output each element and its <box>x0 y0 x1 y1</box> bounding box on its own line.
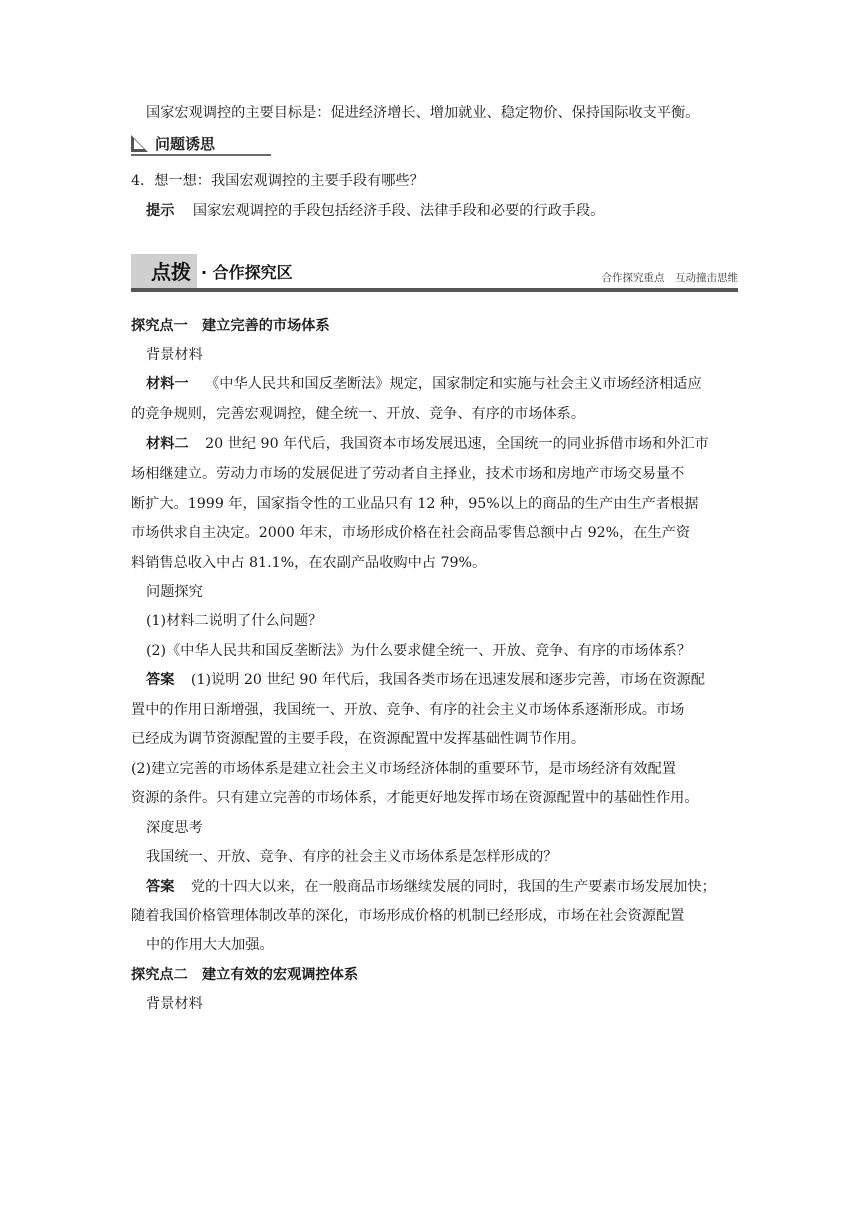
material1-text: 《中华人民共和国反垄断法》规定，国家制定和实施与社会主义市场经济相适应 <box>205 376 702 392</box>
banner-rule <box>131 288 738 292</box>
material1-label: 材料一 <box>146 376 189 392</box>
banner-title: · 合作探究区 <box>201 263 293 282</box>
topic1-bg-label: 背景材料 <box>146 347 203 363</box>
section-banner <box>131 254 738 294</box>
question-4: 4．想一想：我国宏观调控的主要手段有哪些？ <box>131 173 424 189</box>
question-2: (2)《中华人民共和国反垄断法》为什么要求健全统一、开放、竞争、有序的市场体系？ <box>146 643 692 659</box>
hint-line <box>146 201 604 221</box>
answer1-line3: 已经成为调节资源配置的主要手段，在资源配置中发挥基础性调节作用。 <box>131 731 586 747</box>
question-1: (1)材料二说明了什么问题？ <box>146 613 323 629</box>
deep-answer-line2: 随着我国价格管理体制改革的深化，市场形成价格的机制已经形成，市场在社会资源配置 <box>131 908 685 924</box>
answer1-line1 <box>146 670 705 690</box>
deep-label: 深度思考 <box>146 820 203 836</box>
banner-tab-text: 点拨 <box>151 260 191 284</box>
intro-line: 国家宏观调控的主要目标是：促进经济增长、增加就业、稳定物价、保持国际收支平衡。 <box>146 105 700 121</box>
deep-answer-text: 党的十四大以来，在一般商品市场继续发展的同时，我国的生产要素市场发展加快； <box>190 879 716 895</box>
answer1-text: (1)说明 20 世纪 90 年代后，我国各类市场在迅速发展和逐步完善，市场在资源配 <box>190 672 705 688</box>
subheader-rule <box>131 154 271 156</box>
answer2-line2: 资源的条件。只有建立完善的市场体系，才能更好地发挥市场在资源配置中的基础性作用。 <box>131 790 699 806</box>
material2-line2: 场相继建立。劳动力市场的发展促进了劳动者自主择业，技术市场和房地产市场交易量不 <box>131 466 685 482</box>
material2-text: 20 世纪 90 年代后，我国资本市场发展迅速，全国统一的同业拆借市场和外汇市 <box>205 436 709 452</box>
deep-question: 我国统一、开放、竞争、有序的社会主义市场体系是怎样形成的？ <box>146 849 558 865</box>
deep-answer-label: 答案 <box>146 879 175 895</box>
material2-line5: 料销售总收入中占 81.1%，在农副产品收购中占 79%。 <box>131 555 487 571</box>
deep-answer-line1 <box>146 877 716 897</box>
topic1-heading: 探究点一 建立完善的市场体系 <box>131 318 330 334</box>
corner-triangle-icon <box>131 135 148 152</box>
material2-label: 材料二 <box>146 436 189 452</box>
topic2-bg-label: 背景材料 <box>146 996 203 1012</box>
qa-label: 问题探究 <box>146 584 203 600</box>
answer1-line2: 置中的作用日渐增强，我国统一、开放、竞争、有序的社会主义市场体系逐渐形成。市场 <box>131 702 685 718</box>
answer2-line1: (2)建立完善的市场体系是建立社会主义市场经济体制的重要环节，是市场经济有效配置 <box>131 761 677 777</box>
hint-text: 国家宏观调控的手段包括经济手段、法律手段和必要的行政手段。 <box>192 203 605 219</box>
material2-line3: 断扩大。1999 年，国家指令性的工业品只有 12 种，95%以上的商品的生产由生产者根据 <box>131 496 699 512</box>
material1-line1 <box>146 374 702 394</box>
hint-label: 提示 <box>146 203 175 219</box>
banner-right-text: 合作探究重点 互动撞击思维 <box>601 272 738 284</box>
section-subheader <box>131 133 271 157</box>
subheader-label: 问题诱思 <box>155 135 216 153</box>
deep-answer-line3: 中的作用大大加强。 <box>146 937 274 953</box>
answer-label: 答案 <box>146 672 175 688</box>
topic2-heading: 探究点二 建立有效的宏观调控体系 <box>131 967 359 983</box>
material1-line2: 的竞争规则，完善宏观调控，健全统一、开放、竞争、有序的市场体系。 <box>131 406 586 422</box>
material2-line1 <box>146 434 709 454</box>
material2-line4: 市场供求自主决定。2000 年末，市场形成价格在社会商品零售总额中占 92%，在生产资 <box>131 525 691 541</box>
